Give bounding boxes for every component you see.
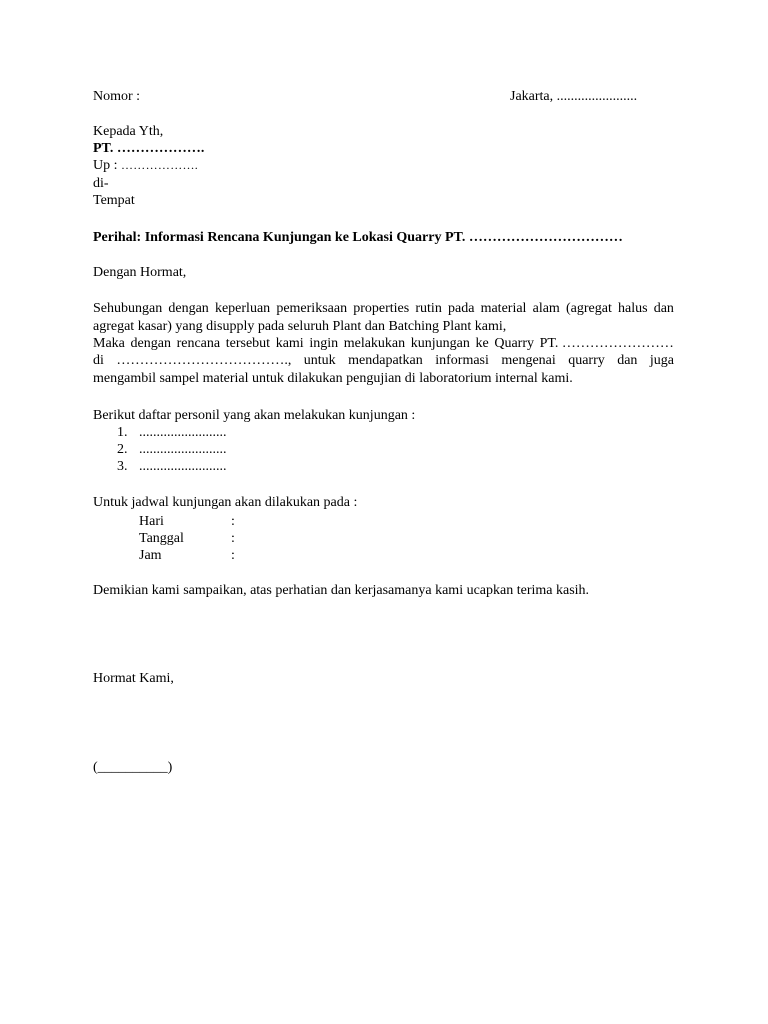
personnel-number: 1.	[117, 425, 128, 440]
body-word: Sehubungan	[93, 301, 163, 316]
personnel-name-blank: .........................	[139, 459, 227, 474]
body-p2-line3: mengambil sampel material untuk dilakukan pengujian di laboratorium internal kami.	[93, 371, 573, 386]
body-p2-line2	[93, 352, 674, 369]
schedule-label-hari: Hari	[139, 514, 164, 529]
schedule-colon: :	[231, 548, 235, 563]
body-word: dengan	[168, 301, 209, 316]
recipient-kepada: Kepada Yth,	[93, 124, 164, 139]
up-dots: ……………….	[121, 158, 199, 172]
subject-line: Perihal: Informasi Rencana Kunjungan ke Lokasi Quarry PT. ……………………………	[93, 230, 623, 245]
recipient-up	[93, 157, 198, 174]
body-word: tersebut	[225, 336, 271, 351]
schedule-colon: :	[231, 531, 235, 546]
body-word: Maka	[93, 336, 125, 351]
body-word: dan	[617, 353, 638, 368]
closing-sentence: Demikian kami sampaikan, atas perhatian dan kerjasamanya kami ucapkan terima kasih.	[93, 583, 590, 598]
body-word: material	[480, 301, 527, 316]
body-word: pemeriksaan	[276, 301, 348, 316]
body-word: melakukan	[343, 336, 406, 351]
personnel-number: 2.	[117, 442, 128, 457]
body-word: kunjungan	[410, 336, 470, 351]
body-word: rutin	[415, 301, 442, 316]
regards: Hormat Kami,	[93, 671, 174, 686]
body-word: rencana	[176, 336, 221, 351]
personnel-intro: Berikut daftar personil yang akan melakukan kunjungan :	[93, 408, 416, 423]
salutation: Dengan Hormat,	[93, 265, 187, 280]
body-word: Quarry	[494, 336, 534, 351]
personnel-name-blank: .........................	[139, 425, 227, 440]
personnel-name-blank: .........................	[139, 442, 227, 457]
body-word: pada	[447, 301, 475, 316]
body-word: ingin	[309, 336, 339, 351]
recipient-pt: PT. ……………….	[93, 141, 205, 156]
body-word: keperluan	[214, 301, 271, 316]
place-date: Jakarta, .......................	[510, 89, 638, 104]
body-p1-line1	[93, 300, 674, 317]
body-word: juga	[649, 353, 674, 368]
body-word: kami	[275, 336, 304, 351]
body-word: quarry	[568, 353, 605, 368]
body-word: dengan	[130, 336, 171, 351]
signature-blank: (__________)	[93, 760, 173, 775]
body-word: ……………………………….,	[116, 353, 292, 368]
schedule-intro: Untuk jadwal kunjungan akan dilakukan pada :	[93, 495, 358, 510]
body-p1-line2: agregat kasar) yang disupply pada seluruh Plant dan Batching Plant kami,	[93, 319, 507, 334]
schedule-colon: :	[231, 514, 235, 529]
personnel-number: 3.	[117, 459, 128, 474]
body-word: untuk	[303, 353, 336, 368]
body-word: properties	[353, 301, 410, 316]
body-word: di	[93, 353, 104, 368]
recipient-tempat: Tempat	[93, 193, 135, 208]
body-word: mendapatkan	[348, 353, 423, 368]
up-label: Up :	[93, 158, 121, 173]
body-word: halus	[618, 301, 648, 316]
body-p2-line1	[93, 335, 674, 352]
body-word: informasi	[435, 353, 489, 368]
body-word: dan	[653, 301, 674, 316]
body-word: alam	[532, 301, 560, 316]
recipient-di: di-	[93, 176, 109, 191]
body-word: PT. ……………………	[539, 336, 674, 351]
schedule-label-tanggal: Tanggal	[139, 531, 184, 546]
schedule-label-jam: Jam	[139, 548, 162, 563]
body-word: mengenai	[501, 353, 556, 368]
body-word: ke	[475, 336, 489, 351]
nomor-label: Nomor :	[93, 89, 141, 104]
body-word: (agregat	[565, 301, 612, 316]
